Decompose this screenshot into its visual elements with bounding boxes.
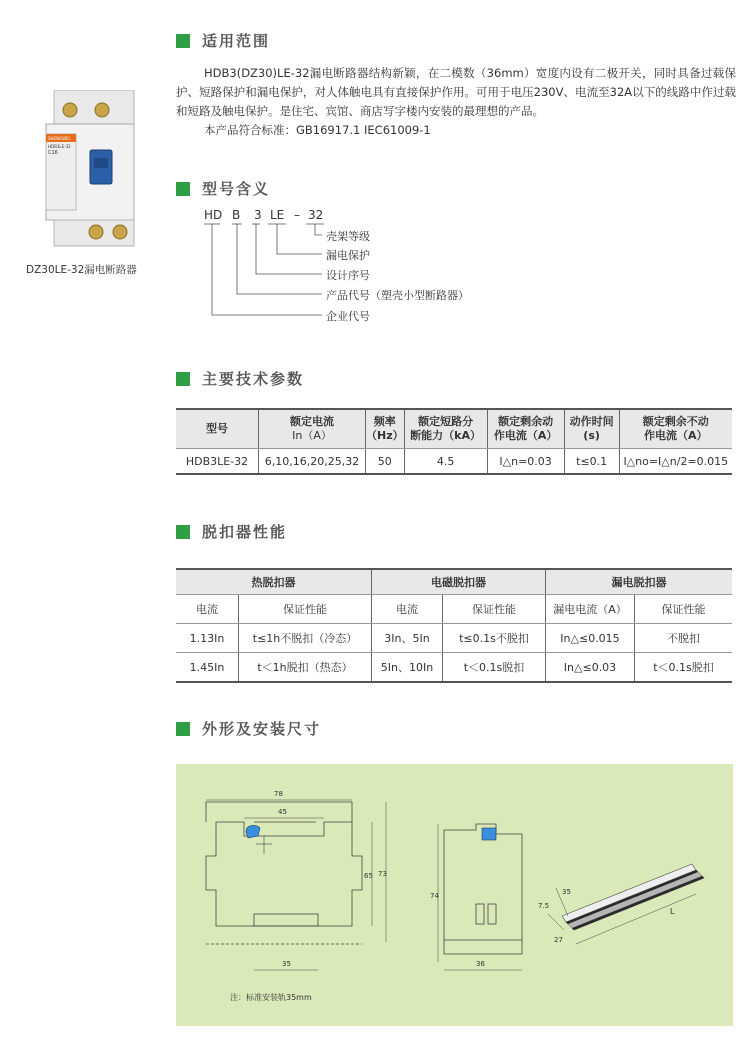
scope-standard: 本产品符合标准：GB16917.1 IEC61009-1 (204, 123, 431, 137)
table-header-cell: 动作时间 (s) (564, 409, 619, 449)
model-code-part: 32 (308, 208, 324, 222)
section-title: 脱扣器性能 (202, 523, 288, 541)
model-leader-lines (176, 198, 576, 328)
dimension-label: 35 (282, 960, 291, 968)
table-subheader-cell: 保证性能 (443, 595, 546, 624)
table-cell: t≤0.1s不脱扣 (443, 624, 546, 653)
table-subheader-cell: 漏电电流（A） (546, 595, 635, 624)
table-header-cell: 频率 （Hz） (366, 409, 405, 449)
rail-length-label: L (670, 907, 675, 916)
dimension-label: 36 (476, 960, 485, 968)
table-subheader-cell: 电流 (176, 595, 239, 624)
section-model-heading (176, 178, 270, 199)
table-cell: I△no=I△n/2=0.015 (619, 449, 732, 475)
table-group-header: 热脱扣器 (176, 569, 372, 595)
product-caption: DZ30LE-32漏电断路器 (26, 264, 137, 276)
front-view (206, 802, 362, 944)
dimension-label: 45 (278, 808, 287, 816)
rail-dimension-label: 27 (554, 936, 563, 944)
table-subheader-cell: 电流 (372, 595, 443, 624)
trip-performance-table (176, 568, 732, 683)
section-params-heading (176, 368, 304, 389)
product-rating: C16 (48, 150, 58, 156)
model-code-part: – (294, 208, 300, 222)
table-cell: 1.45In (176, 653, 239, 683)
model-code-part: LE (270, 208, 285, 222)
header-text: 型号 (206, 422, 228, 435)
table-cell: HDB3LE-32 (176, 449, 259, 475)
table-group-header: 电磁脱扣器 (372, 569, 546, 595)
section-marker-icon (176, 372, 190, 386)
scope-text (176, 64, 736, 140)
dimension-drawing (176, 764, 733, 1026)
section-marker-icon (176, 182, 190, 196)
section-title: 适用范围 (202, 32, 271, 50)
scope-paragraph: HDB3(DZ30)LE-32漏电断路器结构新颖，在二模数（36mm）宽度内设有二极开关，同时具备过载保护、短路保护和漏电保护，对人体触电具有直接保护作用。可用于电压230V、电流至32A以下的线路中作过载和短路及触电保护。是住宅、宾馆、商店写字楼内安装的最理想的产品。 (176, 66, 736, 118)
model-code-part: 3 (254, 208, 262, 222)
table-cell: 5In、10In (372, 653, 443, 683)
table-group-row (176, 569, 732, 595)
table-cell: 50 (366, 449, 405, 475)
product-brand: SHENGWEI (48, 136, 70, 141)
section-marker-icon (176, 525, 190, 539)
model-meaning-label: 设计序号 (326, 269, 370, 282)
table-cell: I△n=0.03 (487, 449, 564, 475)
table-cell: In△≤0.03 (546, 653, 635, 683)
dimension-drawing-panel (176, 764, 733, 1026)
table-row (176, 624, 732, 653)
table-cell: t＜1h脱扣（热态） (239, 653, 372, 683)
product-image (40, 90, 140, 250)
section-title: 外形及安装尺寸 (202, 720, 322, 738)
dimension-note: 注：标准安装轨35mm (230, 993, 312, 1002)
table-subheader-row (176, 595, 732, 624)
toggle-icon (246, 825, 260, 838)
model-code-part: HD (204, 208, 223, 222)
side-view (444, 824, 522, 954)
table-row (176, 653, 732, 683)
model-meaning-label: 壳架等级 (326, 230, 370, 243)
table-cell: In△≤0.015 (546, 624, 635, 653)
table-cell: 不脱扣 (635, 624, 733, 653)
section-marker-icon (176, 722, 190, 736)
table-cell: t＜0.1s脱扣 (443, 653, 546, 683)
table-cell: 3In、5In (372, 624, 443, 653)
table-cell: 4.5 (404, 449, 487, 475)
model-code-diagram (176, 198, 576, 328)
dimension-label: 73 (378, 870, 387, 878)
rail-dimension-label: 35 (562, 888, 571, 896)
din-rail (548, 864, 704, 944)
section-trip-heading (176, 521, 287, 542)
product-label: HDB3LE-32 (48, 144, 71, 149)
dimension-label: 65 (364, 872, 373, 880)
section-title: 主要技术参数 (202, 370, 305, 388)
model-code-part: B (232, 208, 241, 222)
section-marker-icon (176, 34, 190, 48)
model-meaning-label: 漏电保护 (326, 249, 370, 262)
table-cell: t≤1h不脱扣（冷态） (239, 624, 372, 653)
crosshair-icon (256, 836, 272, 854)
technical-params-table (176, 408, 732, 475)
test-button-icon (482, 828, 496, 840)
table-group-header: 漏电脱扣器 (546, 569, 733, 595)
dimension-label: 74 (430, 892, 439, 900)
table-row (176, 449, 732, 475)
table-header-cell: 额定剩余动 作电流（A） (487, 409, 564, 449)
table-cell: t＜0.1s脱扣 (635, 653, 733, 683)
table-subheader-cell: 保证性能 (635, 595, 733, 624)
table-header-cell (176, 409, 259, 449)
table-header-row (176, 409, 732, 449)
table-cell: t≤0.1 (564, 449, 619, 475)
section-dims-heading (176, 718, 321, 739)
table-header-cell: 额定剩余不动 作电流（A） (619, 409, 732, 449)
table-header-cell: 额定电流 In（A） (259, 409, 366, 449)
dimension-label: 78 (274, 790, 283, 798)
table-cell: 1.13In (176, 624, 239, 653)
table-subheader-cell: 保证性能 (239, 595, 372, 624)
section-title: 型号含义 (202, 180, 271, 198)
model-meaning-label: 企业代号 (326, 310, 370, 323)
section-scope-heading (176, 30, 270, 51)
table-cell: 6,10,16,20,25,32 (259, 449, 366, 475)
table-header-cell: 额定短路分 断能力（kA） (404, 409, 487, 449)
rail-dimension-label: 7.5 (538, 902, 550, 910)
model-meaning-label: 产品代号（塑壳小型断路器） (326, 289, 469, 302)
